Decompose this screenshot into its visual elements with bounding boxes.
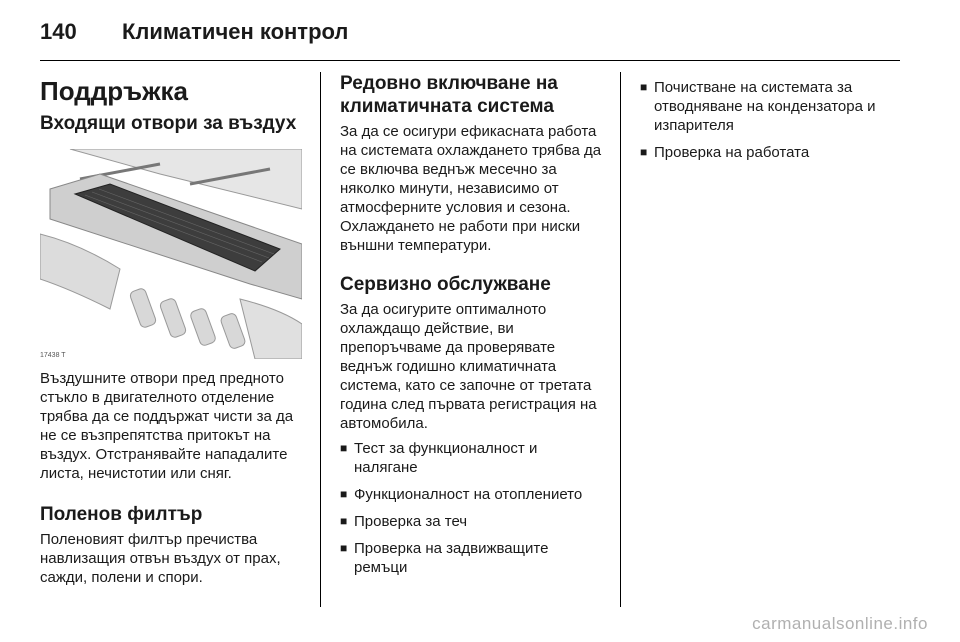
watermark: carmanualsonline.info [752,614,928,633]
list-item-text: Тест за функционалност и налягане [354,440,538,476]
bullet-icon: ■ [640,145,648,159]
subheading-pollen-filter: Поленов филтър [40,504,203,525]
list-item [640,78,902,135]
column-3 [640,72,902,170]
list-item [640,143,902,162]
bullet-icon: ■ [640,80,648,94]
column-divider-2 [620,72,621,607]
paragraph-air-intakes: Въздушните отвори пред предното стъкло в двигателното отделение трябва да се поддържат чисти за да не се възпрепятства притокът на въздух. Отстранявайте нападалите листа, нечистотии или сняг. [40,370,294,482]
bullet-icon: ■ [340,514,348,528]
service-checklist [340,439,602,577]
page-header [40,14,348,50]
paragraph-pollen-filter: Поленовият филтър пречиства навлизащия отвън въздух от прах, сажди, полени и спори. [40,531,281,586]
air-intake-illustration [40,149,302,359]
bullet-icon: ■ [340,541,348,555]
list-item [340,485,602,504]
chapter-title: Климатичен контрол [122,19,349,44]
paragraph-service: За да осигурите оптималното охлаждащо действие, ви препоръчваме да проверявате веднъж годишно климатичната система, като се започне от третата година след първата регистрация на автомобила. [340,301,597,432]
page-number: 140 [40,19,77,44]
list-item [340,512,602,531]
heading-regular-ac-operation: Редовно включване на климатичната система [340,73,558,117]
column-1 [40,72,302,587]
bullet-icon: ■ [340,441,348,455]
subheading-air-intakes: Входящи отвори за въздух [40,113,297,134]
list-item-text: Функционалност на отоплението [354,486,583,503]
bullet-icon: ■ [340,487,348,501]
heading-service: Сервизно обслужване [340,274,551,295]
list-item-text: Проверка на работата [654,144,810,161]
column-divider-1 [320,72,321,607]
figure-code: 17438 T [40,352,66,359]
list-item-text: Проверка за теч [354,513,468,530]
list-item-text: Почистване на системата за отводняване на кондензатора и изпарителя [654,79,876,134]
section-heading-maintenance: Поддръжка [40,76,188,106]
paragraph-regular-ac-operation: За да се осигури ефикасната работа на системата охлаждането трябва да се включва веднъж месечно за няколко минути, независимо от атмосферните условия и сезона. Охлаждането не работи при ниски външни температури. [340,123,602,254]
header-divider [40,60,900,61]
list-item [340,539,602,577]
list-item [340,439,602,477]
service-checklist-continued [640,78,902,162]
column-2 [340,72,602,585]
list-item-text: Проверка на задвижващите ремъци [354,540,549,576]
